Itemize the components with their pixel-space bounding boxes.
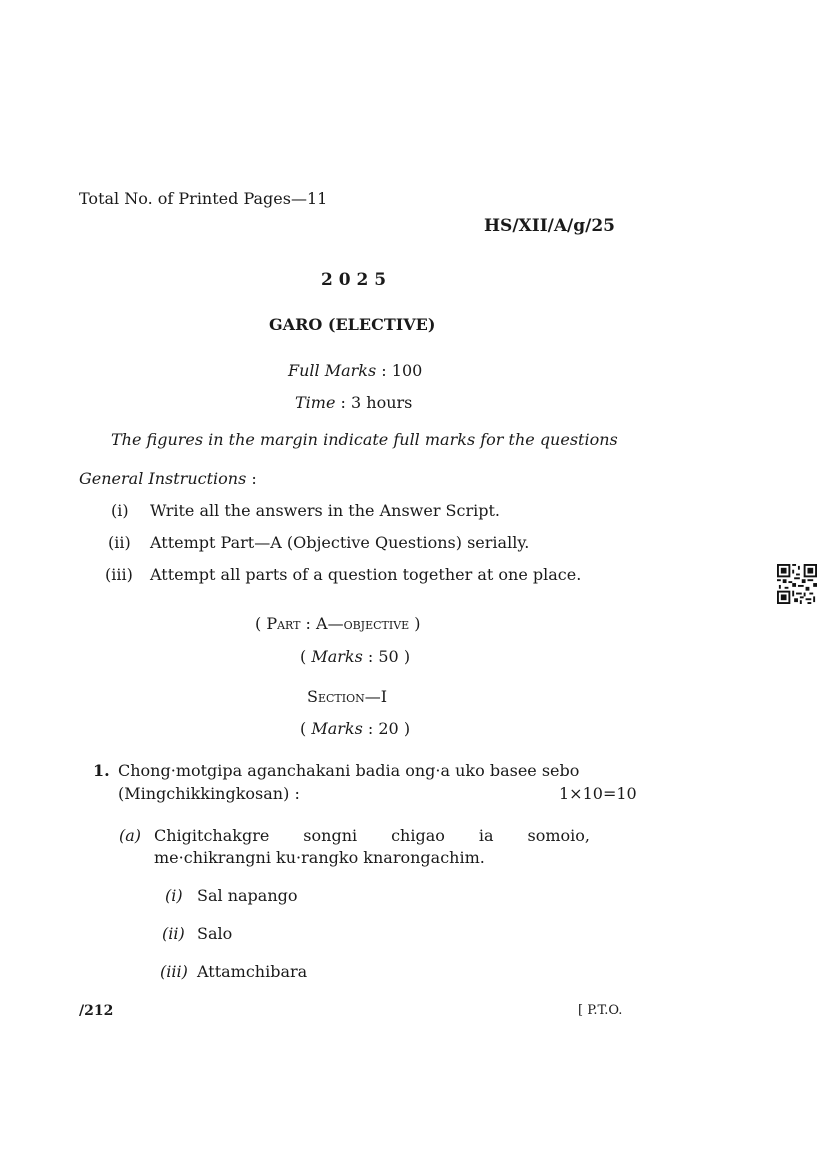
part-marks-open: ( [300, 647, 312, 666]
instructions-colon: : [246, 469, 257, 488]
part-heading [255, 614, 421, 633]
exam-time [295, 393, 412, 412]
option-text: Sal napango [197, 886, 298, 905]
time-label: Time [295, 393, 336, 412]
question-text-line1: Chong·motgipa aganchakani badia ong·a uko basee sebo [118, 761, 580, 780]
instruction-num: (i) [111, 501, 129, 520]
paper-code: HS/XII/A/g/25 [484, 216, 616, 236]
word: chigao [391, 826, 445, 845]
please-turn-over: [ P.T.O. [578, 1003, 623, 1018]
part-marks-value: : 50 ) [362, 647, 411, 666]
instruction-num: (iii) [105, 565, 133, 584]
printed-pages-count: Total No. of Printed Pages—11 [79, 189, 328, 208]
section-marks [300, 719, 410, 738]
section-marks-open: ( [300, 719, 312, 738]
section-heading: Section—I [307, 687, 388, 706]
word: ia [478, 826, 494, 845]
full-marks-value: : 100 [376, 361, 423, 380]
word: songni [303, 826, 358, 845]
option-text: Salo [197, 924, 233, 943]
sub-question-line1 [154, 826, 590, 845]
sub-question-line2: me·chikrangni ku·rangko knarongachim. [154, 848, 485, 867]
part-marks [300, 647, 410, 666]
full-marks-label: Full Marks [288, 361, 377, 380]
part-marks-label: Marks [311, 647, 363, 666]
subject-title: GARO (ELECTIVE) [269, 315, 436, 334]
instruction-text: Attempt Part—A (Objective Questions) serially. [150, 533, 530, 552]
option-text: Attamchibara [197, 962, 308, 981]
option-num: (iii) [160, 962, 188, 981]
instruction-num: (ii) [108, 533, 131, 552]
word: somoio, [527, 826, 590, 845]
question-marks: 1×10=10 [559, 784, 637, 803]
margin-note: The figures in the margin indicate full marks for the questions [111, 430, 618, 449]
question-text-line2: (Mingchikkingkosan) : [118, 784, 300, 803]
instruction-text: Write all the answers in the Answer Script. [150, 501, 500, 520]
page-code: /212 [79, 1003, 114, 1019]
qr-code-icon [777, 564, 817, 604]
word: Chigitchakgre [154, 826, 270, 845]
time-value: : 3 hours [335, 393, 413, 412]
instructions-heading: General Instructions [79, 469, 247, 488]
full-marks [288, 361, 422, 380]
instruction-text: Attempt all parts of a question together at one place. [150, 565, 582, 584]
general-instructions-title [79, 469, 257, 488]
exam-year: 2 0 2 5 [321, 270, 387, 290]
option-num: (i) [165, 886, 183, 905]
section-marks-value: : 20 ) [362, 719, 411, 738]
sub-question-label: (a) [119, 826, 142, 845]
section-marks-label: Marks [311, 719, 363, 738]
part-heading-text: ( Part : A—objective ) [255, 614, 421, 633]
option-num: (ii) [162, 924, 185, 943]
question-number: 1. [93, 761, 110, 780]
